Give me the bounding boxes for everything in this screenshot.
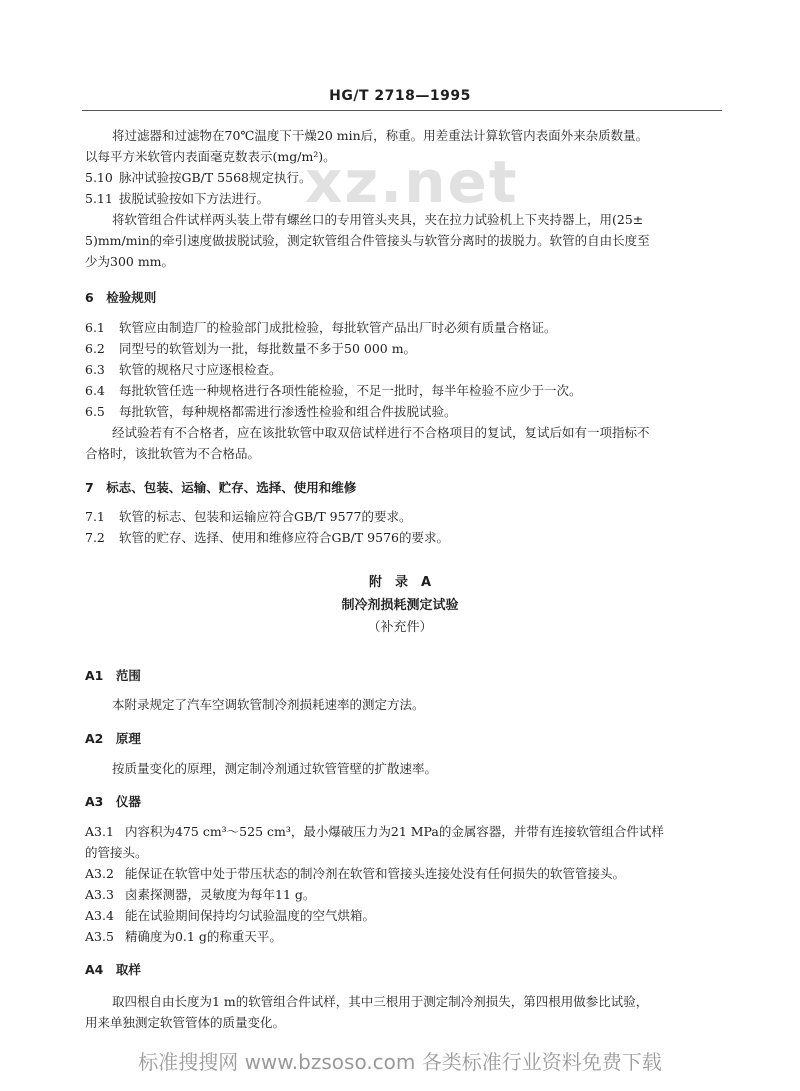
- clause-text: 软管的贮存、选择、使用和维修应符合GB/T 9576的要求。: [118, 530, 449, 545]
- clause-number: A3.3: [85, 887, 114, 902]
- a4-text: 用来单独测定软管管体的质量变化。: [85, 1015, 286, 1030]
- clause-6-4: [85, 383, 725, 399]
- clause-7-1: [85, 509, 725, 525]
- watermark: xz.net: [305, 148, 519, 216]
- clause-number: 6.1: [85, 320, 105, 335]
- clause-text: 软管的标志、包装和运输应符合GB/T 9577的要求。: [118, 509, 412, 524]
- clause-number: 6.5: [85, 404, 105, 419]
- clause-number: A3.5: [85, 929, 114, 944]
- clause-text: 能在试验期间保持均匀试验温度的空气烘箱。: [124, 908, 375, 923]
- paragraph: 的管接头。: [85, 845, 148, 860]
- appendix-title: 制冷剂损耗测定试验: [341, 598, 459, 613]
- paragraph: 将过滤器和过滤物在70℃温度下干燥20 min后，称重。用差重法计算软管内表面外来杂质数量。: [112, 128, 649, 143]
- clause-number: A3.1: [85, 824, 114, 839]
- clause-a3-1: [85, 824, 725, 840]
- header-rule: [82, 110, 722, 111]
- clause-number: 6.4: [85, 383, 105, 398]
- clause-number: 7.2: [85, 530, 105, 545]
- clause-5-10: [85, 170, 725, 186]
- page-header: HG/T 2718—1995: [329, 88, 471, 104]
- a4-text: 取四根自由长度为1 m的软管组合件试样，其中三根用于测定制冷剂损失，第四根用做参比试验，: [112, 994, 649, 1009]
- clause-6-1: [85, 320, 725, 336]
- clause-text: 能保证在软管中处于带压状态的制冷剂在软管和管接头连接处没有任何损失的软管管接头。: [124, 866, 625, 881]
- a3-title: A3 仪器: [85, 794, 141, 809]
- paragraph: 少为300 mm。: [85, 254, 175, 269]
- clause-a3-4: [85, 908, 725, 924]
- clause-text: 脉冲试验按GB/T 5568规定执行。: [118, 170, 312, 185]
- clause-6-3: [85, 362, 725, 378]
- clause-number: 5.11: [85, 191, 113, 206]
- section-6-title: 6 检验规则: [85, 290, 157, 305]
- clause-text: 同型号的软管划为一批，每批数量不多于50 000 m。: [118, 341, 417, 356]
- clause-text: 内容积为475 cm³～525 cm³，最小爆破压力为21 MPa的金属容器，并带有连接软管组合件试样: [124, 824, 664, 839]
- clause-text: 每批软管，每种规格都需进行渗透性检验和组合件拔脱试验。: [118, 404, 457, 419]
- clause-a3-2: [85, 866, 725, 882]
- clause-6-2: [85, 341, 725, 357]
- clause-number: 7.1: [85, 509, 105, 524]
- footer-watermark: 标准搜搜网 www.bzsoso.com 各类标准行业资料免费下载: [138, 1050, 662, 1074]
- clause-number: A3.2: [85, 866, 114, 881]
- clause-7-2: [85, 530, 725, 546]
- paragraph: 将软管组合件试样两头装上带有螺丝口的专用管头夹具，夹在拉力试验机上下夹持器上，用(25±: [112, 212, 644, 227]
- paragraph: 以每平方米软管内表面毫克数表示(mg/m²)。: [85, 149, 336, 164]
- paragraph: 合格时，该批软管为不合格品。: [85, 446, 261, 461]
- a2-title: A2 原理: [85, 731, 141, 746]
- clause-6-5: [85, 404, 725, 420]
- appendix-subtitle: （补充件）: [367, 620, 433, 635]
- paragraph: 5)mm/min的牵引速度做拔脱试验，测定软管组合件管接头与软管分离时的拔脱力。软管的自由长度至: [85, 233, 650, 248]
- clause-text: 软管的规格尺寸应逐根检查。: [118, 362, 282, 377]
- a1-text: 本附录规定了汽车空调软管制冷剂损耗速率的测定方法。: [112, 697, 425, 712]
- appendix-label: 附 录 A: [368, 575, 432, 590]
- section-7-title: 7 标志、包装、运输、贮存、选择、使用和维修: [85, 480, 357, 495]
- clause-text: 每批软管任选一种规格进行各项性能检验，不足一批时，每半年检验不应少于一次。: [118, 383, 582, 398]
- clause-number: 5.10: [85, 170, 113, 185]
- clause-a3-3: [85, 887, 725, 903]
- clause-5-11: [85, 191, 725, 207]
- clause-a3-5: [85, 929, 725, 945]
- clause-text: 精确度为0.1 g的称重天平。: [124, 929, 282, 944]
- clause-text: 卤素探测器，灵敏度为每年11 g。: [124, 887, 316, 902]
- clause-number: A3.4: [85, 908, 114, 923]
- clause-number: 6.3: [85, 362, 105, 377]
- paragraph: 经试验若有不合格者，应在该批软管中取双倍试样进行不合格项目的复试，复试后如有一项指标不: [112, 425, 650, 440]
- clause-text: 软管应由制造厂的检验部门成批检验，每批软管产品出厂时必须有质量合格证。: [118, 320, 557, 335]
- a2-text: 按质量变化的原理，测定制冷剂通过软管管壁的扩散速率。: [112, 761, 438, 776]
- clause-number: 6.2: [85, 341, 105, 356]
- a1-title: A1 范围: [85, 668, 141, 683]
- a4-title: A4 取样: [85, 962, 141, 977]
- clause-text: 拔脱试验按如下方法进行。: [118, 191, 269, 206]
